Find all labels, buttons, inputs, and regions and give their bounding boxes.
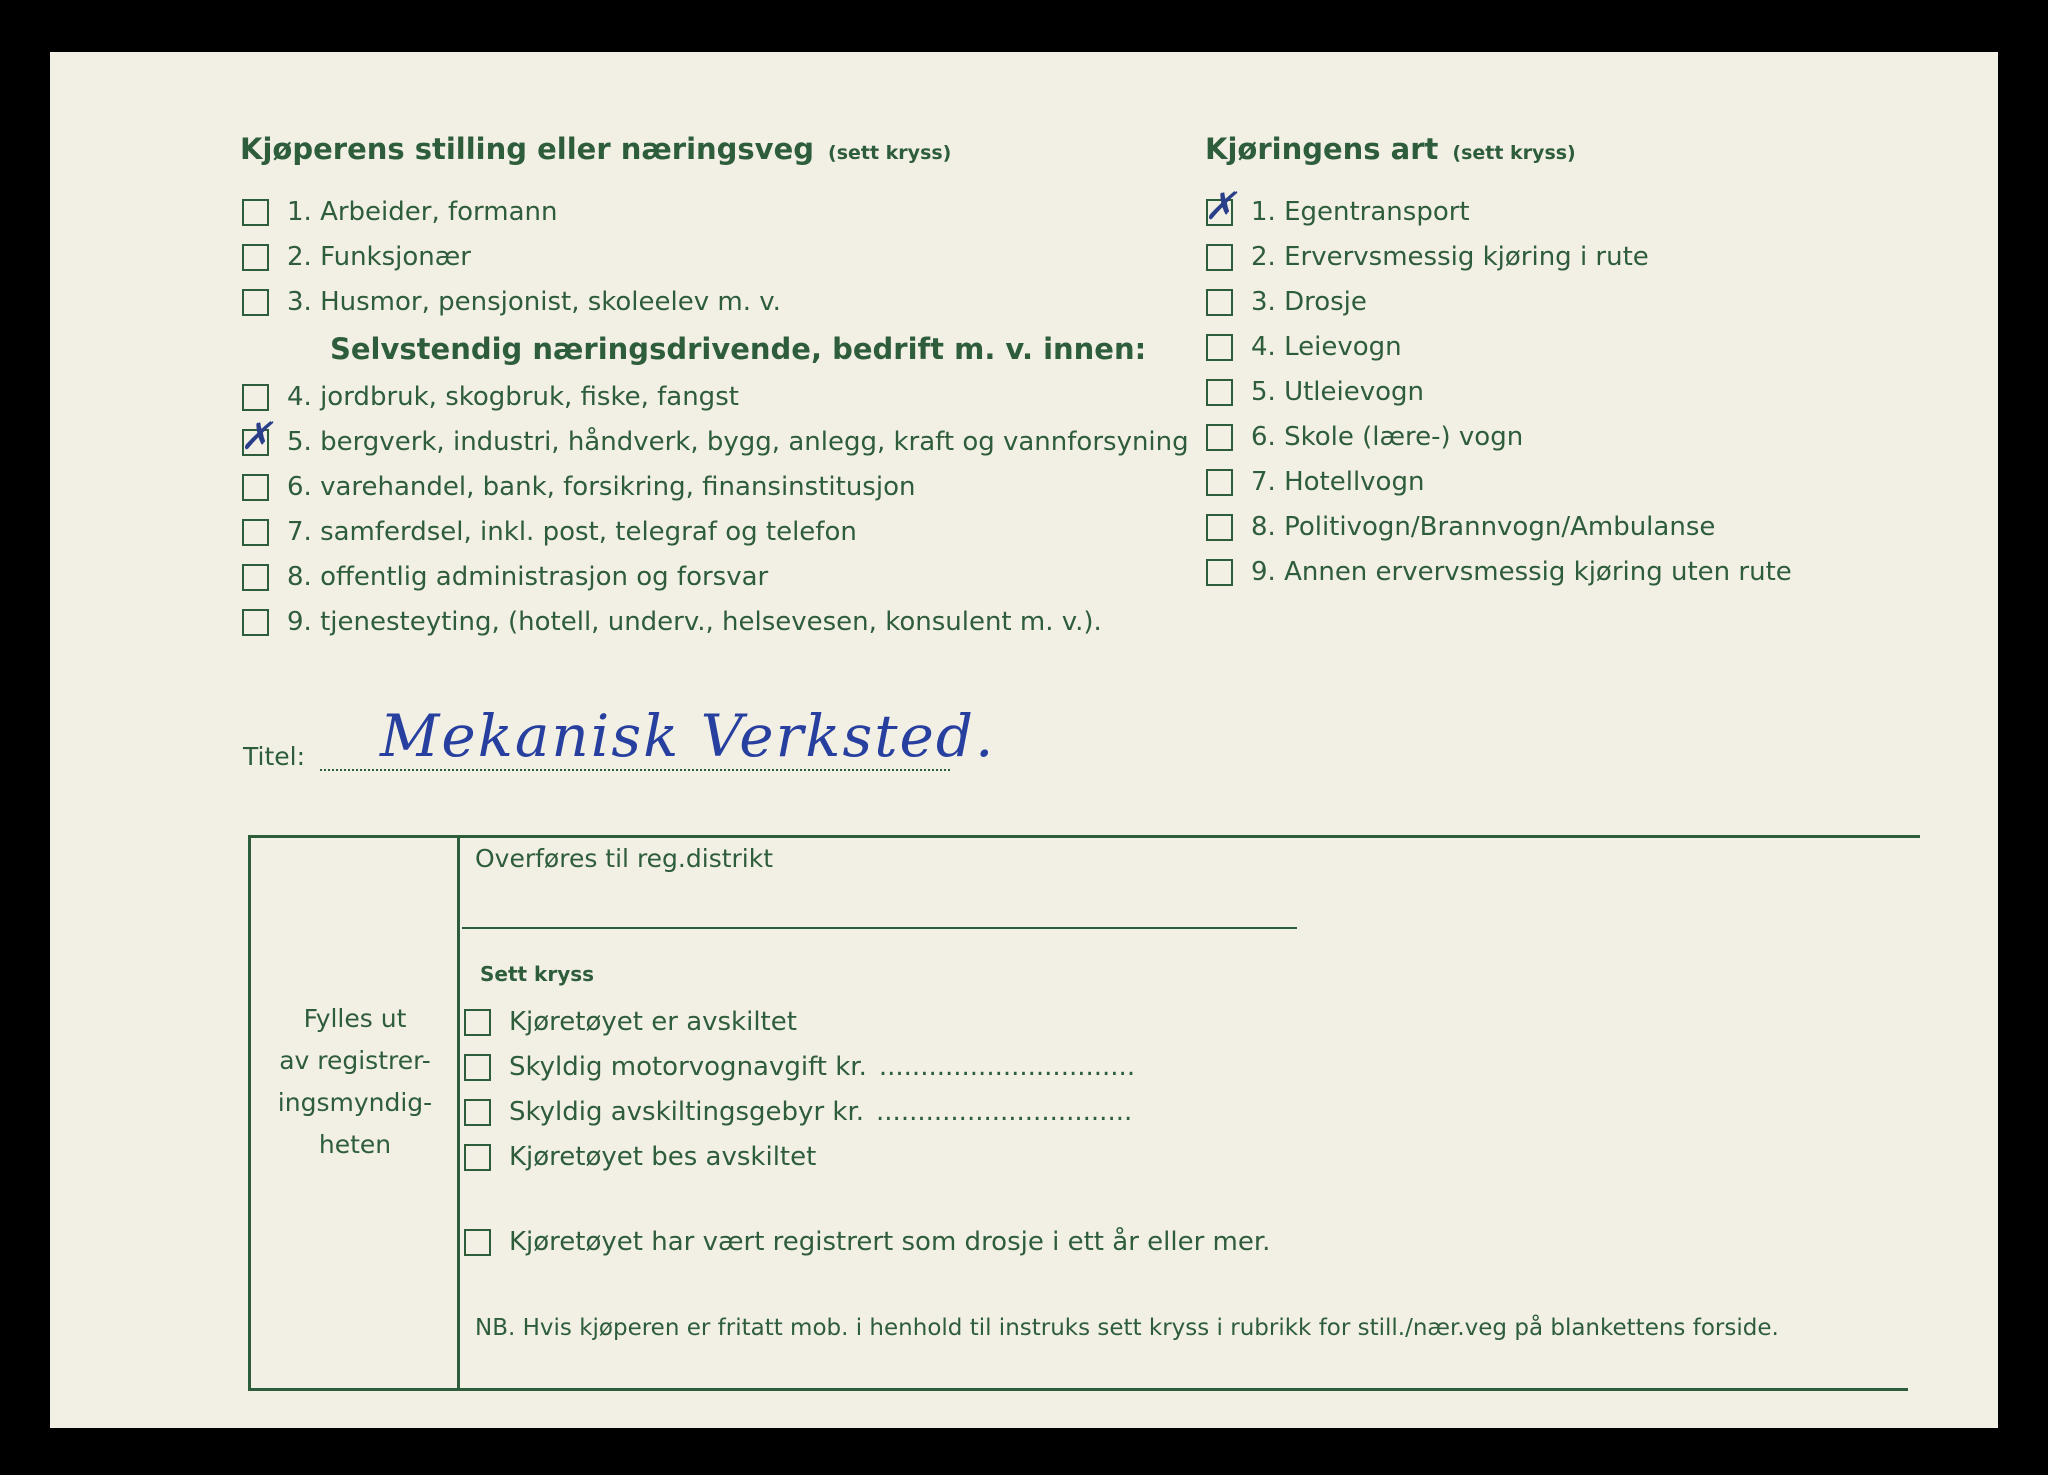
registry-checkbox-2[interactable] <box>464 1054 491 1081</box>
occupation-item-3[interactable] <box>242 287 781 317</box>
drosje-check[interactable] <box>464 1227 1270 1257</box>
occupation-checkbox-3[interactable] <box>242 289 269 316</box>
titel-handwritten-value[interactable]: Mekanisk Verksted. <box>380 702 996 770</box>
industry-checkbox-6[interactable] <box>242 474 269 501</box>
right-heading-text: Kjøringens art <box>1205 132 1439 166</box>
left-heading-text: Kjøperens stilling eller næringsveg <box>240 132 815 166</box>
side-label-line-3: ingsmyndig- <box>277 1088 433 1117</box>
occupation-label-1: 1. Arbeider, formann <box>287 197 558 227</box>
occupation-item-1[interactable] <box>242 197 558 227</box>
industry-label-4: 4. jordbruk, skogbruk, fiske, fangst <box>287 382 739 412</box>
occupation-item-2[interactable] <box>242 242 471 272</box>
registry-check-3[interactable] <box>464 1097 1132 1127</box>
transport-checkbox-9[interactable] <box>1206 559 1233 586</box>
industry-label-9: 9. tjenesteyting, (hotell, underv., helsevesen, konsulent m. v.). <box>287 607 1102 637</box>
occupation-checkbox-2[interactable] <box>242 244 269 271</box>
check-mark-icon: ✗ <box>1204 183 1236 228</box>
industry-item-4[interactable] <box>242 382 739 412</box>
transfer-field-line[interactable] <box>462 927 1297 929</box>
transport-label-6: 6. Skole (lære-) vogn <box>1251 422 1524 452</box>
self-employed-subheading: Selvstendig næringsdrivende, bedrift m. v. innen: <box>330 332 1147 366</box>
registry-check-label-2: Skyldig motorvognavgift kr. <box>509 1052 867 1082</box>
industry-label-7: 7. samferdsel, inkl. post, telegraf og telefon <box>287 517 857 547</box>
transport-checkbox-3[interactable] <box>1206 289 1233 316</box>
form-sheet <box>50 52 1998 1428</box>
box-left-border <box>248 835 251 1391</box>
industry-label-5: 5. bergverk, industri, håndverk, bygg, anlegg, kraft og vannforsyning <box>287 427 1189 457</box>
transport-item-4[interactable] <box>1206 332 1402 362</box>
industry-item-6[interactable] <box>242 472 915 502</box>
registry-check-label-4: Kjøretøyet bes avskiltet <box>509 1142 817 1172</box>
transport-item-8[interactable] <box>1206 512 1715 542</box>
transport-label-9: 9. Annen ervervsmessig kjøring uten rute <box>1251 557 1792 587</box>
transfer-label: Overføres til reg.distrikt <box>475 844 774 873</box>
industry-checkbox-8[interactable] <box>242 564 269 591</box>
transport-item-9[interactable] <box>1206 557 1792 587</box>
transport-label-7: 7. Hotellvogn <box>1251 467 1425 497</box>
industry-checkbox-7[interactable] <box>242 519 269 546</box>
transport-label-2: 2. Ervervsmessig kjøring i rute <box>1251 242 1649 272</box>
box-top-border <box>248 835 1920 838</box>
side-label-line-4: heten <box>318 1130 392 1159</box>
industry-item-7[interactable] <box>242 517 857 547</box>
transport-item-6[interactable] <box>1206 422 1523 452</box>
drosje-check-label: Kjøretøyet har vært registrert som drosje i ett år eller mer. <box>509 1227 1271 1257</box>
industry-item-8[interactable] <box>242 562 768 592</box>
registry-checkbox-1[interactable] <box>464 1009 491 1036</box>
registry-check-4[interactable] <box>464 1142 816 1172</box>
transport-checkbox-7[interactable] <box>1206 469 1233 496</box>
registry-checkbox-3[interactable] <box>464 1099 491 1126</box>
registry-amount-field-1[interactable]: ............................... <box>878 1052 1136 1082</box>
transport-label-5: 5. Utleievogn <box>1251 377 1425 407</box>
transport-label-3: 3. Drosje <box>1251 287 1367 317</box>
registry-checkbox-4[interactable] <box>464 1144 491 1171</box>
transport-checkbox-6[interactable] <box>1206 424 1233 451</box>
side-label-line-1: Fylles ut <box>303 1004 407 1033</box>
occupation-label-3: 3. Husmor, pensjonist, skoleelev m. v. <box>287 287 781 317</box>
transport-checkbox-1[interactable] <box>1204 183 1236 228</box>
transport-item-1[interactable] <box>1204 183 1470 228</box>
industry-label-8: 8. offentlig administrasjon og forsvar <box>287 562 769 592</box>
transport-checkbox-5[interactable] <box>1206 379 1233 406</box>
box-bottom-border <box>248 1388 1908 1391</box>
box-divider <box>457 835 460 1391</box>
transport-checkbox-8[interactable] <box>1206 514 1233 541</box>
industry-checkbox-5[interactable] <box>240 413 272 458</box>
sett-kryss-label: Sett kryss <box>480 962 595 986</box>
transport-item-7[interactable] <box>1206 467 1424 497</box>
industry-item-9[interactable] <box>242 607 1102 637</box>
occupation-label-2: 2. Funksjonær <box>287 242 471 272</box>
transport-checkbox-4[interactable] <box>1206 334 1233 361</box>
check-mark-icon: ✗ <box>240 413 272 458</box>
left-heading-note: (sett kryss) <box>828 142 952 164</box>
transport-label-4: 4. Leievogn <box>1251 332 1402 362</box>
industry-label-6: 6. varehandel, bank, forsikring, finansinstitusjon <box>287 472 916 502</box>
industry-item-5[interactable] <box>240 413 1189 458</box>
industry-checkbox-9[interactable] <box>242 609 269 636</box>
registry-check-label-3: Skyldig avskiltingsgebyr kr. <box>509 1097 865 1127</box>
registry-amount-field-2[interactable]: ............................... <box>876 1097 1133 1127</box>
transport-item-3[interactable] <box>1206 287 1367 317</box>
occupation-checkbox-1[interactable] <box>242 199 269 226</box>
transport-item-2[interactable] <box>1206 242 1649 272</box>
right-heading-note: (sett kryss) <box>1452 142 1576 164</box>
drosje-checkbox[interactable] <box>464 1229 491 1256</box>
right-heading <box>1205 132 1576 166</box>
left-heading <box>240 132 951 166</box>
registry-check-2[interactable] <box>464 1052 1135 1082</box>
nb-note: NB. Hvis kjøperen er fritatt mob. i henhold til instruks sett kryss i rubrikk for still./nær.veg på blankettens forside. <box>475 1315 1779 1341</box>
titel-label: Titel: <box>243 742 305 771</box>
transport-label-1: 1. Egentransport <box>1251 197 1470 227</box>
registry-side-label <box>260 998 450 1166</box>
transport-checkbox-2[interactable] <box>1206 244 1233 271</box>
industry-checkbox-4[interactable] <box>242 384 269 411</box>
registry-check-1[interactable] <box>464 1007 797 1037</box>
registry-check-label-1: Kjøretøyet er avskiltet <box>509 1007 797 1037</box>
side-label-line-2: av registrer- <box>279 1046 431 1075</box>
transport-label-8: 8. Politivogn/Brannvogn/Ambulanse <box>1251 512 1716 542</box>
transport-item-5[interactable] <box>1206 377 1424 407</box>
